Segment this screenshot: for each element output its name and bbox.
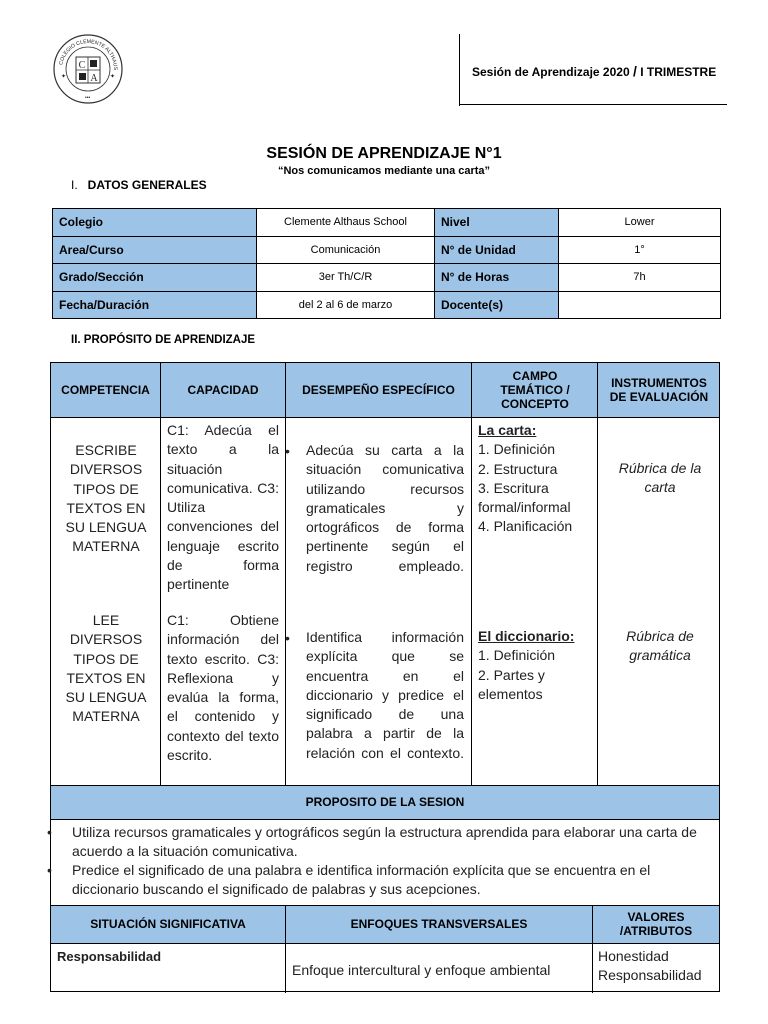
enfoques-value: Enfoque intercultural y enfoque ambiental (292, 962, 551, 978)
divider (51, 819, 719, 820)
header-competencia: COMPETENCIA (61, 383, 150, 397)
row1-competencia: ESCRIBE DIVERSOS TIPOS DE TEXTOS EN SU LENGUA MATERNA (65, 442, 147, 555)
row2-campo (478, 627, 594, 704)
bullet: • (47, 862, 52, 878)
header-divider-horizontal (459, 104, 727, 105)
campo-title: La carta: (478, 422, 537, 438)
bullet: • (285, 630, 290, 646)
page-subtitle: “Nos comunicamos mediante una carta” (277, 165, 491, 177)
label-unidad: N° de Unidad (435, 236, 559, 264)
list-item: 2. Estructura (478, 460, 558, 477)
table-row (53, 264, 721, 292)
header-desempeno: DESEMPEÑO ESPECÍFICO (302, 383, 455, 397)
session-label: Sesión de Aprendizaje 2020 (472, 65, 630, 79)
label-nivel: Nivel (435, 209, 559, 237)
value-area: Comunicación (257, 236, 435, 264)
row1-campo (478, 421, 594, 537)
value-colegio: Clemente Althaus School (257, 209, 435, 237)
row2-capacidad: C1: Obtiene información del texto escrito. C3: Reflexiona y evalúa la forma, el contenido y contexto del texto escrito. (167, 612, 279, 764)
section-datos-generales (71, 178, 207, 192)
list-item: 2. Partes y elementos (478, 666, 545, 702)
label-grado: Grado/Sección (53, 264, 257, 292)
table-row (53, 236, 721, 264)
trimester-label: I TRIMESTRE (640, 65, 717, 79)
proposito-item-2: Predice el significado de una palabra e identifica información explícita que se encuentra en el diccionario buscando el significado de palabras y sus acepciones. (72, 862, 651, 897)
situacion-value: Responsabilidad (57, 949, 162, 964)
svg-text:✦: ✦ (61, 74, 67, 80)
svg-text:A: A (90, 73, 98, 84)
section-proposito: II. PROPÓSITO DE APRENDIZAJE (71, 334, 256, 346)
header-capacidad: CAPACIDAD (187, 383, 259, 397)
row1-capacidad: C1: Adecúa el texto a la situación comunicativa. C3: Utiliza convenciones del lenguaje escrito de forma pertinente (167, 422, 279, 593)
row2-competencia: LEE DIVERSOS TIPOS DE TEXTOS EN SU LENGUA MATERNA (65, 612, 147, 725)
list-item: 4. Planificación (478, 518, 573, 535)
svg-text:•••: ••• (85, 95, 91, 101)
row2-desempeno: Identifica información explícita que se encuentra en el diccionario y predice el significado de una palabra a partir de la relación con el contexto. (306, 629, 464, 761)
row2-instrumento: Rúbrica de gramática (626, 628, 694, 664)
label-fecha: Fecha/Duración (53, 291, 257, 319)
list-item: 3. Escritura formal/informal (478, 479, 571, 516)
logo-text: COLEGIO CLEMENTE ALTHAUS (58, 38, 119, 71)
section-number: I. (71, 178, 78, 192)
divider (160, 363, 161, 785)
bullet: • (285, 443, 290, 459)
header-separator: / (632, 63, 637, 79)
header-valores: VALORES /ATRIBUTOS (619, 910, 693, 938)
divider (285, 363, 286, 785)
header-session-label (472, 63, 716, 79)
divider (592, 905, 593, 993)
table-row (53, 291, 721, 319)
divider (51, 943, 719, 944)
value-nivel: Lower (559, 209, 721, 237)
label-docente: Docente(s) (435, 291, 559, 319)
section-label: DATOS GENERALES (87, 178, 207, 192)
datos-generales-table (52, 208, 721, 319)
list-item: Responsabilidad (598, 967, 702, 984)
table-row (53, 209, 721, 237)
svg-text:✦: ✦ (110, 74, 116, 80)
list-item: 1. Definición (478, 441, 556, 458)
row1-desempeno: Adecúa su carta a la situación comunicativa utilizando recursos gramaticales y ortográficos de forma pertinente según el registro empleado. (306, 442, 464, 574)
list-item: 1. Definición (478, 647, 556, 664)
header-campo: CAMPO TEMÁTICO / CONCEPTO (500, 369, 570, 411)
header-situacion: SITUACIÓN SIGNIFICATIVA (90, 917, 246, 931)
header-divider-vertical (459, 34, 460, 106)
divider (471, 363, 472, 785)
value-fecha: del 2 al 6 de marzo (257, 291, 435, 319)
value-docente (559, 291, 721, 319)
divider (51, 417, 719, 418)
proposito-header: PROPOSITO DE LA SESION (305, 795, 465, 809)
valores-list (598, 947, 702, 986)
proposito-item-1: Utiliza recursos gramaticales y ortográficos según la estructura aprendida para elaborar una carta de acuerdo a la situación comunicativa. (72, 824, 697, 859)
divider (597, 363, 598, 785)
school-logo (52, 33, 124, 105)
value-grado: 3er Th/C/R (257, 264, 435, 292)
label-colegio: Colegio (53, 209, 257, 237)
row1-instrumento: Rúbrica de la carta (618, 460, 702, 496)
label-area: Area/Curso (53, 236, 257, 264)
value-unidad: 1° (559, 236, 721, 264)
label-horas: N° de Horas (435, 264, 559, 292)
campo-title: El diccionario: (478, 628, 575, 644)
bullet: • (47, 824, 52, 840)
header-enfoques: ENFOQUES TRANSVERSALES (350, 917, 528, 931)
svg-text:C: C (78, 60, 86, 71)
page-title: SESIÓN DE APRENDIZAJE N°1 (266, 145, 502, 162)
proposito-table (47, 362, 720, 992)
header-instrumentos: INSTRUMENTOS DE EVALUACIÓN (609, 376, 709, 404)
value-horas: 7h (559, 264, 721, 292)
list-item: Honestidad (598, 948, 669, 964)
